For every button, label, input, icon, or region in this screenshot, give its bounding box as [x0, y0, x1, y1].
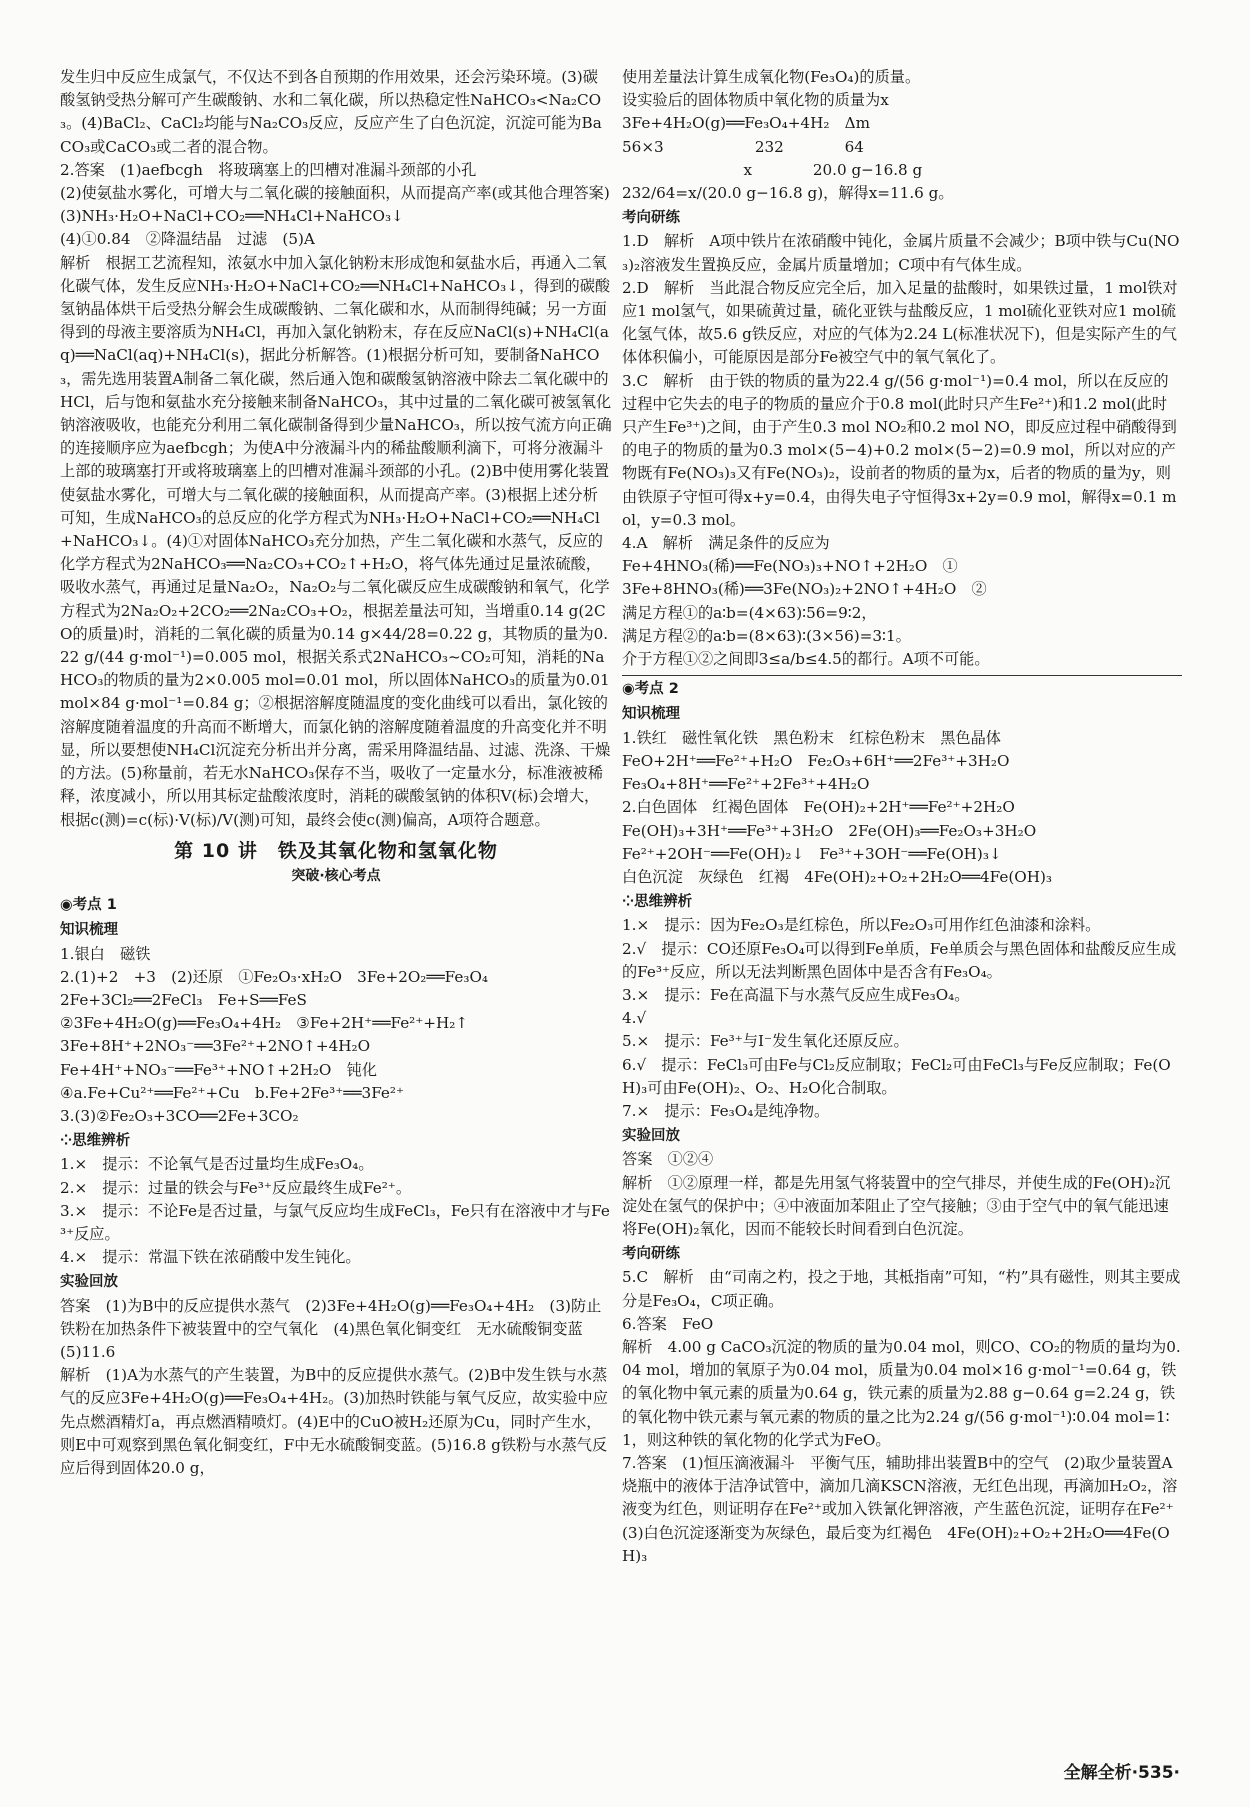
text-block: 解析 (1)A为水蒸气的产生装置，为B中的反应提供水蒸气。(2)B中发生铁与水蒸气的反应3Fe+4H₂O(g)══Fe₃O₄+4H₂。(3)加热时铁能与氧气反应，故实验中应先点燃酒精灯a，再点燃酒精喷灯。(4)E中的CuO被H₂还原为Cu，同时产生水，则E中可观察到黑色氧化铜变红，F中无水硫酸铜变蓝。(5)16.8 g铁粉与水蒸气反应后得到固体20.0 g，	[60, 1366, 608, 1477]
text-block: 7.答案 (1)恒压滴液漏斗 平衡气压，辅助排出装置B中的空气 (2)取少量装置A烧瓶中的液体于洁净试管中，滴加几滴KSCN溶液，无红色出现，再滴加H₂O₂，溶液变为红色，则证明存在Fe²⁺或加入铁氰化钾溶液，产生蓝色沉淀，证明存在Fe²⁺ (3)白色沉淀逐渐变为灰绿色，最后变为红褐色 4Fe(OH)₂+O₂+2H₂O══4Fe(OH)₃	[622, 1453, 1189, 1565]
text-block: 56×3 232 64	[622, 137, 864, 156]
text-block: 2.答案 (1)aefbcgh 将玻璃塞上的凹槽对准漏斗颈部的小孔	[60, 160, 477, 179]
text-block: FeO+2H⁺══Fe²⁺+H₂O Fe₂O₃+6H⁺══2Fe³⁺+3H₂O	[622, 751, 1010, 770]
text-block: ②3Fe+4H₂O(g)══Fe₃O₄+4H₂ ③Fe+2H⁺══Fe²⁺+H₂↑	[60, 1014, 469, 1033]
text-block: 7.× 提示：Fe₃O₄是纯净物。	[622, 1101, 830, 1120]
text-block: 2Fe+3Cl₂══2FeCl₃ Fe+S══FeS	[60, 990, 307, 1009]
text-block: 介于方程①②之间即3≤a/b≤4.5的都行。A项不可能。	[622, 650, 990, 669]
text-block: 6.√ 提示：FeCl₃可由Fe与Cl₂反应制取；FeCl₂可由FeCl₃与Fe反应制取；Fe(OH)₃可由Fe(OH)₂、O₂、H₂O化合制取。	[622, 1055, 1171, 1097]
text-block: Fe+4H⁺+NO₃⁻══Fe³⁺+NO↑+2H₂O 钝化	[60, 1060, 377, 1079]
section-heading: 考向研练	[622, 1246, 680, 1263]
text-block: 232/64=x/(20.0 g−16.8 g)，解得x=11.6 g。	[622, 184, 954, 203]
text-block: 2.D 解析 当此混合物反应完全后，加入足量的盐酸时，如果铁过量，1 mol铁对应1 mol氢气，如果硫黄过量，硫化亚铁与盐酸反应，1 mol硫化亚铁对应1 mol硫化氢气体，故5.6 g铁反应，对应的气体为2.24 L(标准状况下)，但是实际产生的气体体积偏小，可能原因是部分Fe被空气中的氧气氧化了。	[622, 278, 1178, 367]
text-block: 解析 ①②原理一样，都是先用氢气将装置中的空气排尽，并使生成的Fe(OH)₂沉淀处在氢气的保护中；④中液面加苯阻止了空气接触；③由于空气中的氧气能迅速将Fe(OH)₂氧化，因而不能较长时间看到白色沉淀。	[622, 1173, 1171, 1238]
text-block: 2.(1)+2 +3 (2)还原 ①Fe₂O₃·xH₂O 3Fe+2O₂══Fe₃O₄	[60, 967, 488, 986]
text-block: 1.× 提示：因为Fe₂O₃是红棕色，所以Fe₂O₃可用作红色油漆和涂料。	[622, 916, 1101, 935]
text-block: 2.白色固体 红褐色固体 Fe(OH)₂+2H⁺══Fe²⁺+2H₂O	[622, 798, 1015, 817]
page-footer: 全解全析·535·	[1063, 1763, 1180, 1783]
text-block: 3Fe+4H₂O(g)══Fe₃O₄+4H₂ Δm	[622, 114, 870, 133]
text-block: Fe(OH)₃+3H⁺══Fe³⁺+3H₂O 2Fe(OH)₃══Fe₂O₃+3H₂O	[622, 821, 1037, 840]
left-column	[60, 66, 612, 1480]
text-block: 答案 ①②④	[622, 1150, 714, 1169]
text-block: Fe₃O₄+8H⁺══Fe²⁺+2Fe³⁺+4H₂O	[622, 775, 870, 794]
section-heading: 考向研练	[622, 210, 680, 227]
text-block: 3Fe+8H⁺+2NO₃⁻══3Fe²⁺+2NO↑+4H₂O	[60, 1037, 371, 1056]
text-block: (4)①0.84 ②降温结晶 过滤 (5)A	[60, 230, 315, 249]
text-block: 4.A 解析 满足条件的反应为	[622, 534, 830, 553]
text-block: 白色沉淀 灰绿色 红褐 4Fe(OH)₂+O₂+2H₂O══4Fe(OH)₃	[622, 867, 1052, 886]
chapter-title: 第 10 讲 铁及其氧化物和氢氧化物	[174, 839, 498, 862]
text-block: Fe+4HNO₃(稀)══Fe(NO₃)₃+NO↑+2H₂O ①	[622, 557, 958, 576]
text-block: 4.× 提示：常温下铁在浓硝酸中发生钝化。	[60, 1248, 361, 1267]
text-block: ④a.Fe+Cu²⁺══Fe²⁺+Cu b.Fe+2Fe³⁺══3Fe²⁺	[60, 1083, 405, 1102]
text-block: 1.D 解析 A项中铁片在浓硝酸中钝化，金属片质量不会减少；B项中铁与Cu(NO₃)₂溶液发生置换反应，金属片质量增加；C项中有气体生成。	[622, 232, 1180, 274]
text-block: 2.√ 提示：CO还原Fe₃O₄可以得到Fe单质，Fe单质会与黑色固体和盐酸反应生成的Fe³⁺反应，所以无法判断黑色固体中是否含有Fe₃O₄。	[622, 939, 1177, 981]
section-heading: 知识梳理	[60, 922, 118, 939]
text-block: (3)NH₃·H₂O+NaCl+CO₂══NH₄Cl+NaHCO₃↓	[60, 207, 404, 226]
text-block: 满足方程①的a∶b=(4×63)∶56=9∶2，	[622, 603, 877, 622]
section-heading: 知识梳理	[622, 706, 680, 723]
section-heading: 实验回放	[60, 1274, 118, 1291]
section-heading: 实验回放	[622, 1128, 680, 1145]
text-block: 设实验后的固体物质中氧化物的质量为x	[622, 91, 889, 110]
text-block: 1.× 提示：不论氧气是否过量均生成Fe₃O₄。	[60, 1155, 374, 1174]
text-block: 6.答案 FeO	[622, 1314, 714, 1333]
section-divider	[622, 675, 1182, 676]
text-block: (2)使氨盐水雾化，可增大与二氧化碳的接触面积，从而提高产率(或其他合理答案)	[60, 184, 610, 203]
section-heading: ⁘思维辨析	[60, 1133, 131, 1150]
section-heading: ◉考点 2	[622, 681, 679, 698]
text-block: 5.× 提示：Fe³⁺与I⁻发生氧化还原反应。	[622, 1032, 909, 1051]
text-block: 使用差量法计算生成氧化物(Fe₃O₄)的质量。	[622, 68, 921, 86]
text-block: 5.C 解析 由“司南之杓，投之于地，其柢指南”可知，“杓”具有磁性，则其主要成分是Fe₃O₄，C项正确。	[622, 1268, 1181, 1310]
text-block: 4.√	[622, 1009, 647, 1028]
text-block: 3.(3)②Fe₂O₃+3CO══2Fe+3CO₂	[60, 1106, 299, 1125]
text-block: Fe²⁺+2OH⁻══Fe(OH)₂↓ Fe³⁺+3OH⁻══Fe(OH)₃↓	[622, 844, 1002, 863]
text-block: 3.× 提示：不论Fe是否过量，与氯气反应均生成FeCl₃，Fe只有在溶液中才与Fe³⁺反应。	[60, 1201, 610, 1243]
text-block: 3.× 提示：Fe在高温下与水蒸气反应生成Fe₃O₄。	[622, 985, 970, 1004]
text-block: 发生归中反应生成氯气，不仅达不到各自预期的作用效果，还会污染环境。(3)碳酸氢钠受热分解可产生碳酸钠、水和二氧化碳，所以热稳定性NaHCO₃<Na₂CO₃。(4)BaCl₂、CaCl₂均能与Na₂CO₃反应，反应产生了白色沉淀，沉淀可能为BaCO₃或CaCO₃或二者的混合物。	[60, 68, 602, 156]
text-block: 解析 4.00 g CaCO₃沉淀的物质的量为0.04 mol，则CO、CO₂的物质的量均为0.04 mol，增加的氧原子为0.04 mol，质量为0.04 mol×16 g·mol⁻¹=0.64 g，铁的氧化物中氧元素的质量为0.64 g，铁元素的质量为2.88 g−0.64 g=2.24 g，铁的氧化物中铁元素与氧元素的物质的量之比为2.24 g/(56 g·mol⁻¹)∶0.04 mol=1∶1，则这种铁的氧化物的化学式为FeO。	[622, 1337, 1181, 1449]
text-block: 3.C 解析 由于铁的物质的量为22.4 g/(56 g·mol⁻¹)=0.4 mol，所以在反应的过程中它失去的电子的物质的量应介于0.8 mol(此时只产生Fe²⁺)和1.2 mol(此时只产生Fe³⁺)之间，由于产生0.3 mol NO₂和0.2 mol NO，即反应过程中硝酸得到的电子的物质的量为0.3 mol×(5−4)+0.2 mol×(5−2)=0.9 mol，所以对应的产物既有Fe(NO₃)₃又有Fe(NO₃)₂，设前者的物质的量为x，后者的物质的量为y，则由铁原子守恒可得x+y=0.4，由得失电子守恒得3x+2y=0.9 mol，解得x=0.1 mol，y=0.3 mol。	[622, 371, 1177, 529]
chapter-subtitle: 突破·核心考点	[291, 867, 381, 884]
text-block: 2.× 提示：过量的铁会与Fe³⁺反应最终生成Fe²⁺。	[60, 1178, 412, 1197]
text-block: 1.银白 磁铁	[60, 944, 151, 963]
text-block: 3Fe+8HNO₃(稀)══3Fe(NO₃)₂+2NO↑+4H₂O ②	[622, 580, 987, 599]
text-block: 解析 根据工艺流程知，浓氨水中加入氯化钠粉末形成饱和氨盐水后，再通入二氧化碳气体，发生反应NH₃·H₂O+NaCl+CO₂══NH₄Cl+NaHCO₃↓，得到的碳酸氢钠晶体烘干后受热分解会生成碳酸钠、二氧化碳和水，从而制得纯碱；另一方面得到的母液主要溶质为NH₄Cl，再加入氯化钠粉末，存在反应NaCl(s)+NH₄Cl(aq)══NaCl(aq)+NH₄Cl(s)，据此分析解答。(1)根据分析可知，要制备NaHCO₃，需先选用装置A制备二氧化碳，然后通入饱和碳酸氢钠溶液中除去二氧化碳中的HCl，后与饱和氨盐水充分接触来制备NaHCO₃，其中过量的二氧化碳可被氢氧化钠溶液吸收，也能充分利用二氧化碳制备得到少量NaHCO₃，所以按气流方向正确的连接顺序应为aefbcgh；为使A中分液漏斗内的稀盐酸顺利滴下，可将分液漏斗上部的玻璃塞打开或将玻璃塞上的凹槽对准漏斗颈部的小孔。(2)B中使用雾化装置使氨盐水雾化，可增大与二氧化碳的接触面积，从而提高产率。(3)根据上述分析可知，生成NaHCO₃的总反应的化学方程式为NH₃·H₂O+NaCl+CO₂══NH₄Cl+NaHCO₃↓。(4)①对固体NaHCO₃充分加热，产生二氧化碳和水蒸气，反应的化学方程式为2NaHCO₃══Na₂CO₃+CO₂↑+H₂O，将气体先通过足量浓硫酸，吸收水蒸气，再通过足量Na₂O₂，Na₂O₂与二氧化碳反应生成碳酸钠和氧气，化学方程式为2Na₂O₂+2CO₂══2Na₂CO₃+O₂，根据差量法可知，当增重0.14 g(2CO的质量)时，消耗的二氧化碳的质量为0.14 g×44/28=0.22 g，其物质的量为0.22 g/(44 g·mol⁻¹)=0.005 mol，根据关系式2NaHCO₃~CO₂可知，消耗的NaHCO₃的物质的量为2×0.005 mol=0.01 mol，所以固体NaHCO₃的质量为0.01 mol×84 g·mol⁻¹=0.84 g；②根据溶解度随温度的变化曲线可以看出，氯化铵的溶解度随着温度的升高而不断增大，而氯化钠的溶解度随着温度的升高变化并不明显，所以要想使NH₄Cl沉淀充分析出并分离，需采用降温结晶、过滤、洗涤、干燥的方法。(5)称量前，若无水NaHCO₃保存不当，吸收了一定量水分，标准液被稀释，浓度减小，所以用其标定盐酸浓度时，消耗的碳酸氢钠的体积V(标)会增大，根据c(测)=c(标)·V(标)/V(测)可知，最终会使c(测)偏高，A项符合题意。	[60, 253, 612, 829]
section-heading: ◉考点 1	[60, 897, 117, 914]
text-block: 答案 (1)为B中的反应提供水蒸气 (2)3Fe+4H₂O(g)══Fe₃O₄+4H₂ (3)防止铁粉在加热条件下被装置中的空气氧化 (4)黑色氧化铜变红 无水硫酸铜变蓝 (5)11.6	[60, 1296, 602, 1361]
right-column	[622, 66, 1189, 1568]
section-heading: ⁘思维辨析	[622, 894, 693, 911]
text-block: x 20.0 g−16.8 g	[622, 160, 923, 179]
text-block: 满足方程②的a∶b=(8×63)∶(3×56)=3∶1。	[622, 626, 911, 645]
text-block: 1.铁红 磁性氧化铁 黑色粉末 红棕色粉末 黑色晶体	[622, 728, 1001, 747]
